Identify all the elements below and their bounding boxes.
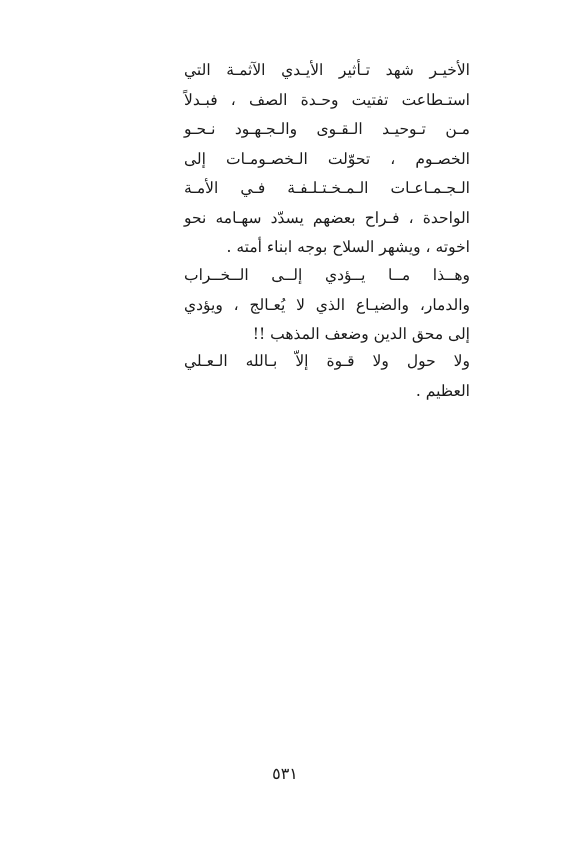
paragraph-1 xyxy=(184,56,470,263)
paragraph-2 xyxy=(184,261,470,350)
text-line: الخصـوم ، تحوّلت الـخصـومـات إلى xyxy=(184,149,470,168)
text-line: إلى محق الدين وضعف المذهب !! xyxy=(252,325,470,343)
text-line: الـجـمـاعـات الـمـخـتـلـفـة فـي الأمـة xyxy=(184,179,470,197)
paragraph-3 xyxy=(184,347,470,406)
text-line: والدمار، والضيـاع الذي لا يُعـالج ، ويؤدي xyxy=(184,295,470,314)
text-line: مـن تـوحيـد الـقـوى والـجـهـود نـحـو xyxy=(184,120,470,138)
text-line: اخوته ، ويشهر السلاح بوجه ابناء أمته . xyxy=(226,238,470,256)
text-line: العظيم . xyxy=(415,381,470,400)
text-line: استـطاعت تفتيت وحـدة الصف ، فبـدلاً xyxy=(184,90,470,109)
text-line: وهــذا مــا يــؤدي إلــى الــخــراب xyxy=(184,266,470,284)
text-line: الأخيـر شهد تـأثير الأيـدي الآثمـة التي xyxy=(184,61,470,79)
text-line: ولا حول ولا قـوة إلاّ بـالله الـعـلي xyxy=(184,352,470,370)
text-line: الواحدة ، فـراح بعضهم يسدّد سهـامه نحو xyxy=(184,208,470,227)
page-number: ٥٣١ xyxy=(272,764,298,783)
